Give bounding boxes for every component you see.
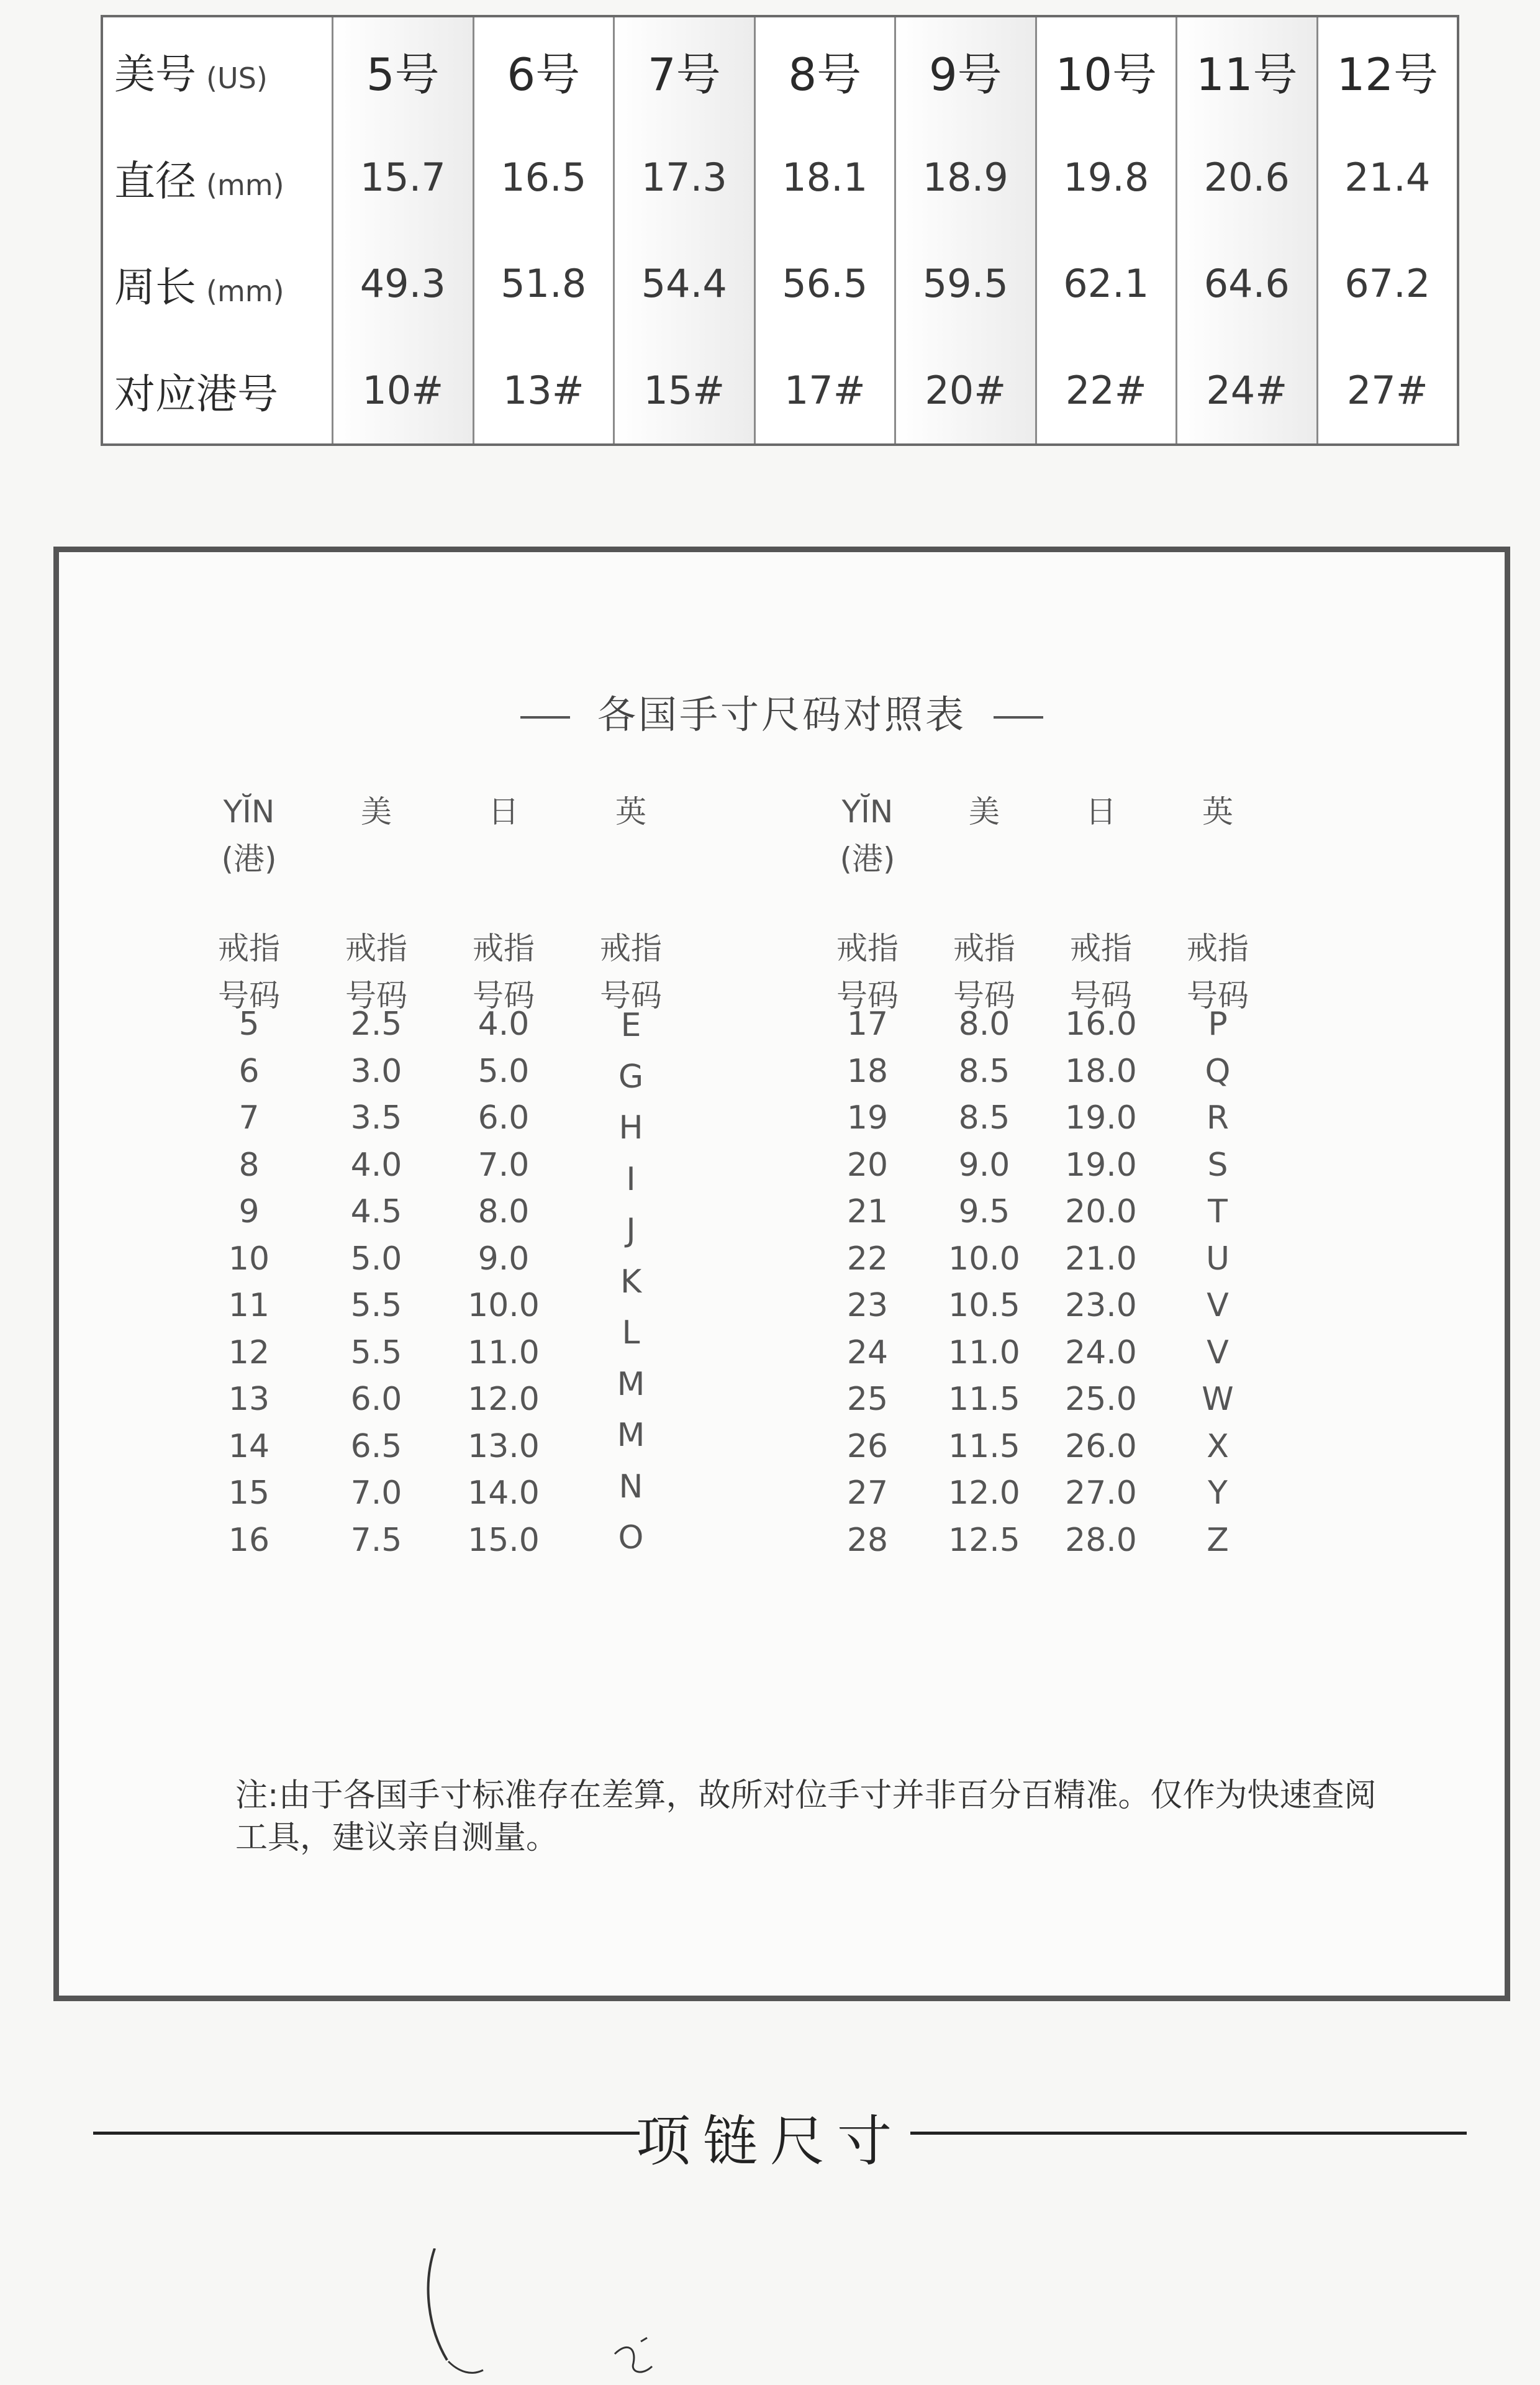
chart-title [59, 684, 1505, 739]
size-cell: 16 [228, 1521, 270, 1559]
size-cell: 26.0 [1065, 1427, 1137, 1465]
size-cell: 12.0 [468, 1381, 540, 1418]
column-header-top: 日 [488, 794, 519, 830]
chart-note: 注:由于各国手寸标准存在差算，故所对位手寸并非百分百精准。仅作为快速查阅工具，建议亲自测量。 [235, 1777, 1377, 1856]
size-value-cell: 21.4 [1344, 154, 1431, 200]
size-cell: Q [1205, 1052, 1231, 1090]
size-cell: 14 [228, 1427, 270, 1465]
size-column [613, 17, 754, 443]
size-cell: 2.5 [350, 1006, 402, 1043]
size-cell: G [618, 1058, 644, 1096]
column-header-top: 美 [969, 794, 1000, 830]
size-cell: W [1202, 1381, 1234, 1418]
size-cell: 10.0 [948, 1240, 1020, 1278]
size-cell: 4.5 [350, 1193, 402, 1230]
size-header-cell: 7号 [647, 48, 721, 101]
size-value-cell: 51.8 [500, 261, 587, 307]
row-label-unit: (mm) [206, 275, 284, 309]
row-label-column [103, 17, 332, 443]
size-header-cell: 10号 [1055, 48, 1157, 101]
size-cell: E [620, 1007, 641, 1044]
size-cell: Y [1208, 1474, 1228, 1512]
row-label-text: 美号 [114, 50, 196, 99]
necklace-section-title: 项链尺寸 [635, 2109, 904, 2173]
size-cell: 7.0 [350, 1474, 402, 1512]
size-cell: 15.0 [468, 1521, 540, 1559]
size-cell: U [1205, 1240, 1230, 1278]
size-header-cell: 9号 [928, 48, 1002, 101]
size-cell: 10.0 [468, 1287, 540, 1324]
size-cell: 3.5 [350, 1099, 402, 1137]
size-header-cell: 11号 [1195, 48, 1298, 101]
size-value-cell: 13# [502, 367, 584, 413]
column-header-bottom: 戒指 号码 [218, 930, 280, 1014]
us-size-table [101, 15, 1459, 446]
size-cell: 18.0 [1065, 1052, 1137, 1090]
size-cell: I [626, 1160, 636, 1198]
size-header-cell: 12号 [1336, 48, 1439, 101]
size-cell: 7.0 [478, 1146, 530, 1184]
column-header-bottom: 戒指 号码 [953, 930, 1015, 1014]
size-column [1316, 17, 1457, 443]
size-cell: 17 [846, 1006, 889, 1043]
size-cell: 18 [846, 1052, 889, 1090]
size-value-cell: 22# [1065, 367, 1147, 413]
size-cell: H [618, 1109, 643, 1147]
size-cell: 5.0 [350, 1240, 402, 1278]
size-cell: 8.0 [478, 1193, 530, 1230]
size-cell: 9.5 [958, 1193, 1010, 1230]
size-cell: 28.0 [1065, 1521, 1137, 1559]
size-cell: 15 [228, 1474, 270, 1512]
size-value-cell: 18.1 [782, 154, 868, 200]
size-cell: 27 [846, 1474, 889, 1512]
size-cell: 12.0 [948, 1474, 1020, 1512]
size-value-cell: 27# [1346, 367, 1428, 413]
size-cell: 24.0 [1065, 1333, 1137, 1371]
row-label [103, 361, 332, 420]
row-label [103, 254, 332, 313]
size-value-cell: 64.6 [1203, 261, 1290, 307]
size-cell: 24 [846, 1333, 889, 1371]
size-cell: 8 [238, 1146, 260, 1184]
size-column [1175, 17, 1316, 443]
size-cell: 14.0 [468, 1474, 540, 1512]
column-header-top: 英 [1202, 794, 1233, 830]
size-cell: 8.5 [958, 1099, 1010, 1137]
column-header-bottom: 戒指 号码 [1187, 930, 1249, 1014]
title-dash-right [994, 716, 1043, 719]
column-header-top: YĬN (港) [221, 794, 277, 877]
size-cell: 11.5 [948, 1381, 1020, 1418]
size-cell: V [1207, 1333, 1229, 1371]
size-cell: 26 [846, 1427, 889, 1465]
row-label [103, 148, 332, 207]
size-cell: M [617, 1365, 645, 1403]
size-cell: K [620, 1263, 642, 1301]
size-cell: 12 [228, 1333, 270, 1371]
size-cell: 25 [846, 1381, 889, 1418]
size-cell: L [622, 1314, 640, 1352]
row-label-text: 直径 [114, 157, 196, 205]
size-cell: 5.5 [350, 1287, 402, 1324]
size-cell: 6 [238, 1052, 260, 1090]
size-cell: 5 [238, 1006, 260, 1043]
column-header-bottom: 戒指 号码 [836, 930, 899, 1014]
size-column [754, 17, 895, 443]
row-label-text: 对应港号 [114, 370, 278, 418]
row-label-unit: (mm) [206, 168, 284, 202]
size-column [894, 17, 1035, 443]
size-header-cell: 5号 [366, 48, 440, 101]
size-cell: T [1208, 1193, 1228, 1230]
column-header-bottom: 戒指 号码 [1070, 930, 1132, 1014]
size-value-cell: 59.5 [922, 261, 1008, 307]
size-cell: 4.0 [478, 1006, 530, 1043]
size-header-cell: 8号 [788, 48, 862, 101]
chart-title-text: 各国手寸尺码对照表 [597, 692, 966, 737]
size-cell: 23.0 [1065, 1287, 1137, 1324]
size-value-cell: 17.3 [641, 154, 727, 200]
size-cell: 23 [846, 1287, 889, 1324]
size-cell: 19 [846, 1099, 889, 1137]
size-cell: 8.0 [958, 1006, 1010, 1043]
row-label [103, 41, 332, 100]
column-header-bottom: 戒指 号码 [473, 930, 535, 1014]
size-cell: 9.0 [958, 1146, 1010, 1184]
size-value-cell: 62.1 [1063, 261, 1149, 307]
row-label-unit: (US) [206, 61, 268, 96]
size-cell: Z [1207, 1521, 1229, 1559]
size-column [332, 17, 473, 443]
size-cell: 13 [228, 1381, 270, 1418]
size-header-cell: 6号 [507, 48, 581, 101]
size-cell: 7.5 [350, 1521, 402, 1559]
size-cell: 6.0 [478, 1099, 530, 1137]
size-cell: 9 [238, 1193, 260, 1230]
size-cell: N [618, 1468, 643, 1506]
column-header-top: 英 [615, 794, 646, 830]
size-cell: 11.5 [948, 1427, 1020, 1465]
size-value-cell: 10# [362, 367, 444, 413]
size-cell: 25.0 [1065, 1381, 1137, 1418]
size-value-cell: 18.9 [922, 154, 1008, 200]
size-cell: 5.0 [478, 1052, 530, 1090]
size-cell: O [618, 1519, 644, 1556]
column-header-top: YĬN (港) [840, 794, 895, 877]
size-value-cell: 56.5 [782, 261, 868, 307]
column-header-top: 美 [361, 794, 392, 830]
size-cell: 13.0 [468, 1427, 540, 1465]
size-cell: 8.5 [958, 1052, 1010, 1090]
size-cell: 10.5 [948, 1287, 1020, 1324]
size-cell: S [1207, 1146, 1228, 1184]
size-value-cell: 54.4 [641, 261, 727, 307]
size-cell: 19.0 [1065, 1146, 1137, 1184]
size-cell: R [1206, 1099, 1230, 1137]
size-cell: X [1207, 1427, 1229, 1465]
size-cell: 20.0 [1065, 1193, 1137, 1230]
size-cell: 6.0 [350, 1381, 402, 1418]
size-value-cell: 20# [925, 367, 1007, 413]
size-value-cell: 49.3 [360, 261, 446, 307]
size-value-cell: 16.5 [500, 154, 587, 200]
size-cell: V [1207, 1287, 1229, 1324]
size-cell: 11 [228, 1287, 270, 1324]
column-header-top: 日 [1085, 794, 1116, 830]
size-cell: 28 [846, 1521, 889, 1559]
column-header-bottom: 戒指 号码 [345, 930, 407, 1014]
column-header-bottom: 戒指 号码 [600, 930, 662, 1014]
size-cell: 9.0 [478, 1240, 530, 1278]
size-cell: 27.0 [1065, 1474, 1137, 1512]
size-cell: J [626, 1212, 636, 1249]
size-cell: 22 [846, 1240, 889, 1278]
size-cell: M [617, 1417, 645, 1454]
size-value-cell: 24# [1206, 367, 1288, 413]
size-cell: 10 [228, 1240, 270, 1278]
size-cell: 21.0 [1065, 1240, 1137, 1278]
size-cell: 6.5 [350, 1427, 402, 1465]
size-cell: 21 [846, 1193, 889, 1230]
size-cell: 20 [846, 1146, 889, 1184]
size-cell: 12.5 [948, 1521, 1020, 1559]
size-cell: 4.0 [350, 1146, 402, 1184]
international-size-chart [53, 547, 1510, 2001]
size-value-cell: 20.6 [1203, 154, 1290, 200]
size-value-cell: 67.2 [1344, 261, 1431, 307]
size-column [1035, 17, 1176, 443]
size-cell: 7 [238, 1099, 260, 1137]
size-cell: 16.0 [1065, 1006, 1137, 1043]
size-value-cell: 19.8 [1063, 154, 1149, 200]
size-cell: 11.0 [948, 1333, 1020, 1371]
necklace-sketch-image [410, 2248, 758, 2385]
size-value-cell: 15# [643, 367, 725, 413]
title-dash-left [520, 716, 570, 719]
size-column [473, 17, 614, 443]
size-value-cell: 15.7 [360, 154, 446, 200]
size-cell: 3.0 [350, 1052, 402, 1090]
size-cell: P [1208, 1006, 1228, 1043]
size-value-cell: 17# [784, 367, 866, 413]
row-label-text: 周长 [114, 263, 196, 312]
size-cell: 19.0 [1065, 1099, 1137, 1137]
section-rule-right [910, 2132, 1467, 2135]
size-cell: 5.5 [350, 1333, 402, 1371]
size-cell: 11.0 [468, 1333, 540, 1371]
